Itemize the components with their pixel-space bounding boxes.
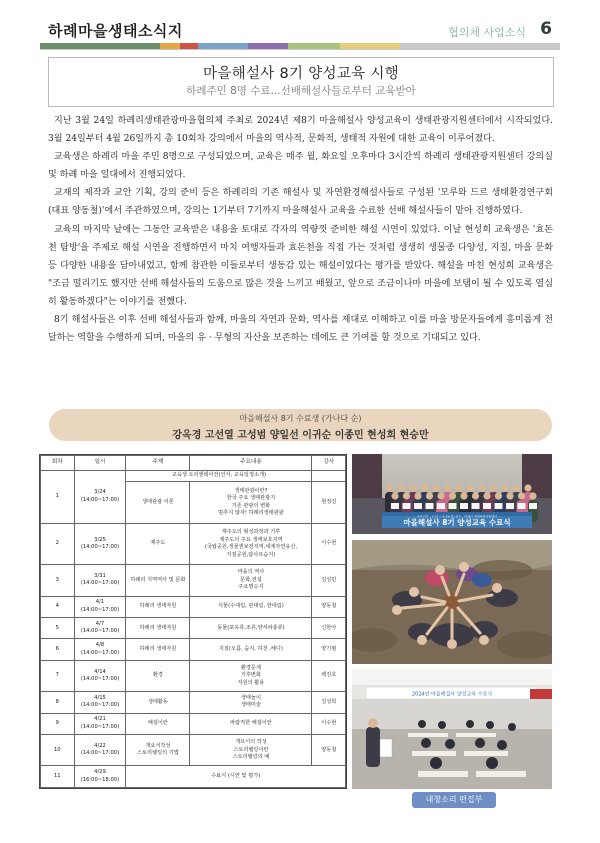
session-topic: 하례리 지역역사 및 문화 xyxy=(126,565,190,596)
article-title: 마을해설사 8기 양성교육 시행 xyxy=(203,66,399,82)
page-header xyxy=(0,0,600,52)
newsletter-title: 하례마을생태소식지 xyxy=(48,22,183,40)
session-content: 제주도의 형성과정과 기후 제주도의 주요 생태보호지역 (국립공원,생물권보전지역,세계자연유산, 지질공원,람사르습지) xyxy=(190,523,312,564)
session-date: 4/15 (14:00~17:00) xyxy=(74,692,126,713)
schedule-row xyxy=(41,735,346,766)
session-lecturer: 현정진 xyxy=(312,482,346,523)
session-content: 생태관광이란? 한국 주요 생태관광지 기존 관광의 변화 멈추지 않자! 하례리생태관광 xyxy=(190,482,312,523)
session-topic: 환경 xyxy=(126,660,190,691)
person-head xyxy=(467,484,474,491)
session-number: 2 xyxy=(41,523,75,564)
article-paragraph: 교재의 제작과 교안 기획, 강의 준비 등은 하례리의 기존 해설사 및 자연환경해설사들로 구성된 '모루와 드르 생태환경연구회(대표 양동철)'에서 주관하였으며, 강의는 1기부터 7기까지 마을해설사 교육을 수료한 선배 해설사들이 맡아 진행하였다. xyxy=(48,188,553,217)
schedule-row xyxy=(41,471,346,482)
person-head xyxy=(432,484,439,491)
person-head xyxy=(490,484,497,491)
schedule-row xyxy=(41,692,346,713)
session-number: 5 xyxy=(41,618,75,639)
person-head xyxy=(460,492,467,499)
session-lecturer: 양기범 xyxy=(312,639,346,660)
article-subtitle: 하례주민 8명 수료...선배해설사들로부터 교육받아 xyxy=(186,85,416,97)
session-topic: 하례리 생태자원 xyxy=(126,618,190,639)
session-content: 동물(포유류,조류,양서파충류) xyxy=(190,618,312,639)
session-date: 4/22 (14:00~17:00) xyxy=(74,735,126,766)
session-content: 수료식 (시연 및 평가) xyxy=(126,766,346,788)
certificate xyxy=(403,503,411,509)
session-date: 4/8 (14:00~17:00) xyxy=(74,639,126,660)
forest-activity-image xyxy=(352,540,552,664)
certificate xyxy=(437,503,445,509)
session-lecturer: 이수현 xyxy=(312,523,346,564)
session-date: 4/14 (14:00~17:00) xyxy=(74,660,126,691)
person-head xyxy=(426,492,433,499)
photo-banner-subtext: 교육기간 : 3.24 ~ 4.29(월) 장소 : 하례리 생태관광지원센터 xyxy=(416,514,498,519)
session-content: 개요서의 작성 스토리텔링이란 스토리텔링의 예 xyxy=(190,735,312,766)
session-content: 생태놀이 생태미술 xyxy=(190,692,312,713)
person-head xyxy=(455,484,462,491)
person-head xyxy=(483,492,490,499)
session-topic: 하례리 생태자원 xyxy=(126,596,190,617)
schedule-table xyxy=(40,455,346,788)
section-label: 협의체 사업소식 xyxy=(448,26,526,39)
session-topic: 생태관광 이론 xyxy=(126,482,190,523)
person-head xyxy=(524,484,531,491)
article-title-box xyxy=(48,57,554,107)
schedule-header-cell: 주제 xyxy=(126,456,190,471)
person-head xyxy=(444,484,451,491)
session-content: 환경문제 기후변화 자원의 활용 xyxy=(190,660,312,691)
session-topic: 제주도 xyxy=(126,523,190,564)
person-head xyxy=(501,484,508,491)
session-content: 지질(오름, 습지, 하천 ,해디) xyxy=(190,639,312,660)
session-date: 4/21 (14:00~17:00) xyxy=(74,713,126,734)
photo-banner-text: 마을해설사 8기 양성교육 수료식 xyxy=(403,518,511,527)
certificate xyxy=(414,503,422,509)
session-lecturer: 김성희 xyxy=(312,692,346,713)
certificate xyxy=(518,503,526,509)
session-lecturer: 양동철 xyxy=(312,596,346,617)
schedule-table-wrapper xyxy=(39,454,347,789)
schedule-row xyxy=(41,660,346,691)
session-lecturer: 신한아 xyxy=(312,618,346,639)
person-head xyxy=(495,492,502,499)
person-head xyxy=(409,484,416,491)
schedule-row xyxy=(41,639,346,660)
session-number: 8 xyxy=(41,692,75,713)
session-number: 7 xyxy=(41,660,75,691)
session-content: 교육생 오리엔테이션(인사, 교육일정소개) xyxy=(126,471,312,482)
session-lecturer: 양동철 xyxy=(312,735,346,766)
article-paragraph: 8기 해설사들은 이후 선배 해설사들과 함께, 마을의 자연과 문화, 역사를 제대로 이해하고 이를 마을 방문자들에게 흥미롭게 전달하는 역할을 수행하게 되며, 마을의 유 · 무형의 자산을 보존하는 데에도 큰 기여를 할 것으로 기대되고 있다. xyxy=(48,315,553,344)
session-topic: 하례리 생태자원 xyxy=(126,639,190,660)
certificate xyxy=(529,503,537,509)
session-content: 마을의 역사 문화,전설 주요명승지 xyxy=(190,565,312,596)
certificate xyxy=(495,503,503,509)
session-number: 4 xyxy=(41,596,75,617)
session-number: 11 xyxy=(41,766,75,788)
certificate xyxy=(449,503,457,509)
article-body xyxy=(48,112,553,347)
session-number: 9 xyxy=(41,713,75,734)
page-number: 6 xyxy=(540,19,552,39)
graduates-names: 강옥경 고선열 고성범 양일선 이귀순 이종민 현성희 현승만 xyxy=(172,430,429,441)
group-photo xyxy=(352,454,552,534)
person-head xyxy=(449,492,456,499)
schedule-header-cell: 강사 xyxy=(312,456,346,471)
session-lecturer xyxy=(312,471,346,482)
schedule-header-cell: 일시 xyxy=(74,456,126,471)
person-head xyxy=(506,492,513,499)
person-head xyxy=(478,484,485,491)
schedule-header-cell: 회차 xyxy=(41,456,75,471)
person-head xyxy=(529,492,536,499)
schedule-row xyxy=(41,523,346,564)
person-head xyxy=(386,484,393,491)
person-head xyxy=(437,492,444,499)
person-head xyxy=(513,484,520,491)
schedule-row xyxy=(41,713,346,734)
session-date: 4/29 (16:00~18:00) xyxy=(74,766,126,788)
schedule-row xyxy=(41,766,346,788)
session-lecturer: 백진호 xyxy=(312,660,346,691)
session-date: 3/24 (14:00~17:00) xyxy=(74,471,126,524)
person-head xyxy=(391,492,398,499)
graduates-label: 마을해설사 8기 수료생 (가나다 순) xyxy=(239,414,362,423)
certificate xyxy=(472,503,480,509)
schedule-row xyxy=(41,565,346,596)
session-content: 바람직한 해설이란 xyxy=(190,713,312,734)
session-number: 10 xyxy=(41,735,75,766)
schedule-row xyxy=(41,596,346,617)
article-paragraph: 지난 3월 24일 하례리생태관광마을협의체 주최로 2024년 제8기 마을해설사 양성교육이 생태관광지원센터에서 시작되었다. 3월 24일부터 4월 26일까지 총 10회차 강의에서 마을의 역사적, 문화적, 생태적 자원에 대한 교육이 이루어졌다. xyxy=(48,116,553,145)
article-paragraph: 교육의 마지막 날에는 그동안 교육받은 내용을 토대로 각자의 역량껏 준비한 해설 시연이 있었다. 이날 현성희 교육생은 '효돈천 탐방'을 주제로 해설 시연을 진행하면서 마치 여행자들과 효돈천을 직접 가는 것처럼 생생히 생물종 다양성, 지질, 마을 문화 등 다양한 내용을 담아내었고, 함께 참관한 이들로부터 생동감 있는 해설이었다는 평가를 받았다. 해설을 마친 현성희 교육생은 "조금 떨리기도 했지만 선배 해설사들의 도움으로 많은 것을 느끼고 배웠고, 앞으로 조금이나마 마을에 보탬이 될 수 있도록 열심히 활동하겠다"는 이야기를 전했다. xyxy=(48,224,553,307)
forest-activity-photo xyxy=(352,540,552,664)
session-content: 식물(수대림, 관대림, 한대림) xyxy=(190,596,312,617)
ceremony-image xyxy=(352,669,552,789)
ceremony-photo xyxy=(352,669,552,789)
session-number: 3 xyxy=(41,565,75,596)
schedule-header-row xyxy=(41,456,346,471)
session-number: 1 xyxy=(41,471,75,524)
certificate xyxy=(506,503,514,509)
session-lecturer: 김성민 xyxy=(312,565,346,596)
graduates-banner xyxy=(49,409,552,441)
schedule-header-cell: 주요내용 xyxy=(190,456,312,471)
session-topic: 개요서작성 스토리텔링의 기법 xyxy=(126,735,190,766)
person-head xyxy=(472,492,479,499)
header-divider xyxy=(40,49,560,50)
session-topic: 생태활동 xyxy=(126,692,190,713)
article-paragraph: 교육생은 하례리 마을 주민 8명으로 구성되었으며, 교육은 매주 월, 화요일 오후마다 3시간씩 하례리 생태관광지원센터 강의실 및 하례 마을 일대에서 진행되었다. xyxy=(48,152,553,181)
person-head xyxy=(398,484,405,491)
session-date: 4/7 (14:00~17:00) xyxy=(74,618,126,639)
person-head xyxy=(403,492,410,499)
person-head xyxy=(414,492,421,499)
certificate xyxy=(426,503,434,509)
session-number: 6 xyxy=(41,639,75,660)
group-photo-image xyxy=(352,454,552,534)
schedule-row xyxy=(41,618,346,639)
certificate xyxy=(483,503,491,509)
person-head xyxy=(518,492,525,499)
ceremony-banner-text: 2024년 마을해설사 양성교육 수료식 xyxy=(411,691,493,698)
session-date: 3/25 (14:00~17:00) xyxy=(74,523,126,564)
certificate xyxy=(391,503,399,509)
certificate xyxy=(460,503,468,509)
editorial-tag: 내창소리 편집부 xyxy=(412,792,496,808)
person-head xyxy=(421,484,428,491)
session-topic: 해설이란 xyxy=(126,713,190,734)
session-date: 3/31 (14:00~17:00) xyxy=(74,565,126,596)
session-lecturer: 이수현 xyxy=(312,713,346,734)
session-date: 4/1 (14:00~17:00) xyxy=(74,596,126,617)
